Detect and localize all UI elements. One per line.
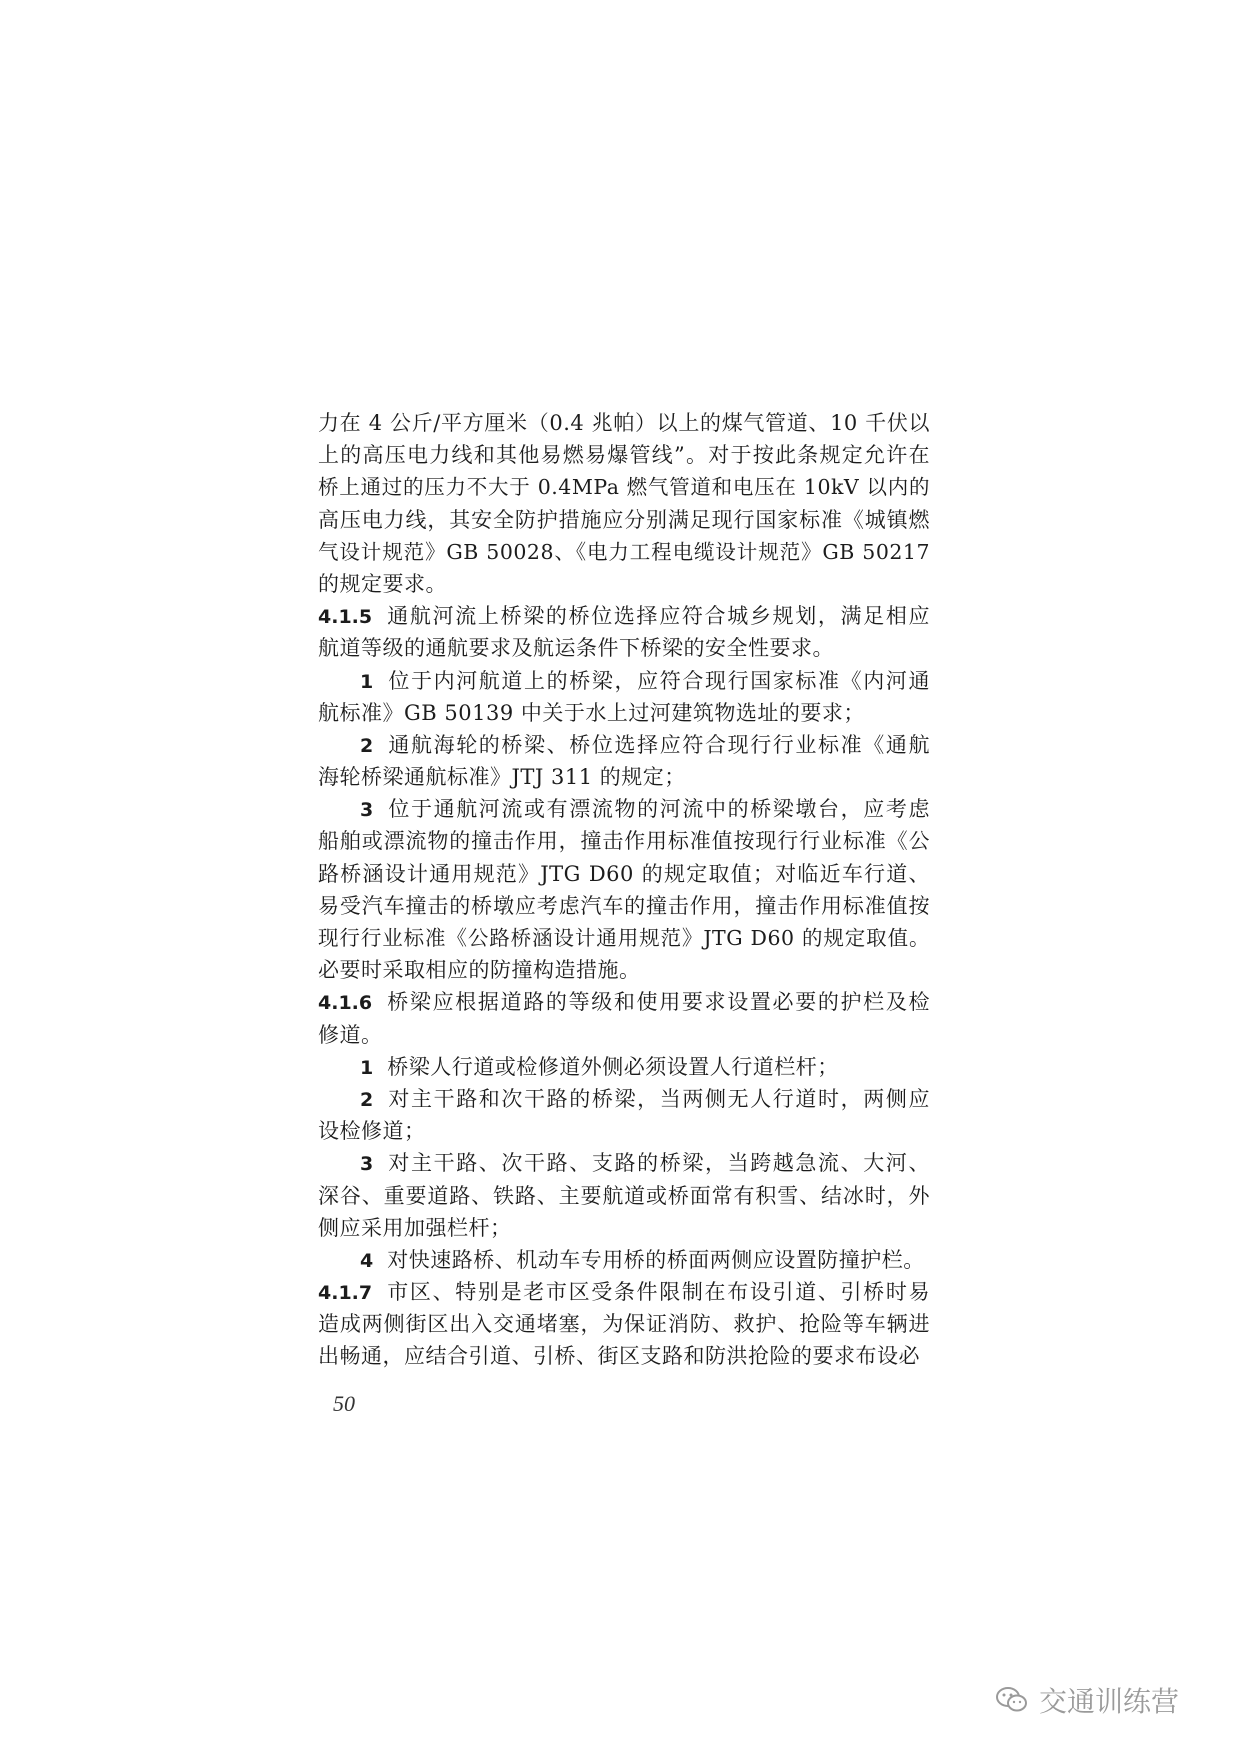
text-line [318,1180,930,1212]
item-number: 2 [360,734,374,757]
line-text: 造成两侧街区出入交通堵塞，为保证消防、救护、抢险等车辆进 [318,1312,930,1337]
watermark-text: 交通训练营 [1039,1685,1180,1718]
line-text: 航道等级的通航要求及航运条件下桥梁的安全性要求。 [318,636,834,661]
line-text: 上的高压电力线和其他易燃易爆管线”。对于按此条规定允许在 [318,443,930,468]
line-text: 气设计规范》GB 50028、《电力工程电缆设计规范》GB 50217 [318,539,930,564]
text-line [318,825,930,857]
text-line [318,568,930,600]
line-text: 对快速路桥、机动车专用桥的桥面两侧应设置防撞护栏。 [387,1247,925,1272]
line-text: 的规定要求。 [318,571,447,596]
list-item-line [318,1244,930,1276]
line-text: 对主干路和次干路的桥梁，当两侧无人行道时，两侧应 [387,1086,930,1111]
text-line [318,504,930,536]
line-text: 桥梁人行道或检修道外侧必须设置人行道栏杆； [387,1054,839,1079]
text-line [318,407,930,439]
text-line [318,922,930,954]
line-text: 通航河流上桥梁的桥位选择应符合城乡规划，满足相应 [386,604,930,629]
line-text: 对主干路、次干路、支路的桥梁，当跨越急流、大河、 [387,1151,930,1176]
text-line [318,890,930,922]
item-number: 1 [360,670,374,693]
clause-number: 4.1.7 [318,1282,373,1305]
text-line [318,536,930,568]
line-text: 通航海轮的桥梁、桥位选择应符合现行行业标准《通航 [387,732,930,757]
item-number: 3 [360,1153,374,1176]
page-number: 50 [333,1391,355,1416]
text-line [318,1019,930,1051]
line-text: 侧应采用加强栏杆； [318,1215,512,1240]
line-text: 深谷、重要道路、铁路、主要航道或桥面常有积雪、结冰时，外 [318,1183,930,1208]
line-text: 市区、特别是老市区受条件限制在布设引道、引桥时易 [386,1280,930,1305]
text-line [318,761,930,793]
text-line [318,954,930,986]
item-number: 1 [360,1056,374,1079]
line-text: 出畅通，应结合引道、引桥、街区支路和防洪抢险的要求布设必 [318,1344,920,1369]
text-line [318,1115,930,1147]
item-number: 4 [360,1249,374,1272]
line-text: 高压电力线，其安全防护措施应分别满足现行国家标准《城镇燃 [318,507,930,532]
wechat-icon [995,1685,1029,1715]
clause-number: 4.1.5 [318,606,373,629]
text-line [318,1212,930,1244]
line-text: 船舶或漂流物的撞击作用，撞击作用标准值按现行行业标准《公 [318,829,930,854]
clause-line [318,600,930,632]
clause-line [318,1276,930,1308]
line-text: 位于通航河流或有漂流物的河流中的桥梁墩台，应考虑 [387,797,930,822]
line-text: 位于内河航道上的桥梁，应符合现行国家标准《内河通 [387,668,930,693]
list-item-line [318,1083,930,1115]
line-text: 力在 4 公斤/平方厘米（0.4 兆帕）以上的煤气管道、10 千伏以 [318,411,930,435]
text-line [318,1308,930,1340]
text-line [318,697,930,729]
list-item-line [318,1147,930,1179]
line-text: 修道。 [318,1022,383,1047]
line-text: 海轮桥梁通航标准》JTJ 311 的规定； [318,765,686,790]
line-text: 现行行业标准《公路桥涵设计通用规范》JTG D60 的规定取值。 [318,926,930,950]
text-line [318,1340,930,1372]
line-text: 桥上通过的压力不大于 0.4MPa 燃气管道和电压在 10kV 以内的 [318,475,930,500]
text-line [318,858,930,890]
list-item-line [318,1051,930,1083]
clause-number: 4.1.6 [318,992,373,1015]
list-item-line [318,729,930,761]
clause-line [318,986,930,1018]
text-line [318,439,930,471]
line-text: 航标准》GB 50139 中关于水上过河建筑物选址的要求； [318,700,865,725]
list-item-line [318,665,930,697]
line-text: 易受汽车撞击的桥墩应考虑汽车的撞击作用，撞击作用标准值按 [318,893,930,918]
line-text: 桥梁应根据道路的等级和使用要求设置必要的护栏及检 [386,990,930,1015]
line-text: 设检修道； [318,1119,426,1144]
text-line [318,632,930,664]
list-item-line [318,793,930,825]
line-text: 必要时采取相应的防撞构造措施。 [318,958,641,983]
text-line [318,471,930,503]
line-text: 路桥涵设计通用规范》JTG D60 的规定取值；对临近车行道、 [318,861,930,886]
item-number: 3 [360,799,374,822]
item-number: 2 [360,1088,374,1111]
watermark [995,1680,1179,1720]
body-text [318,407,930,1373]
